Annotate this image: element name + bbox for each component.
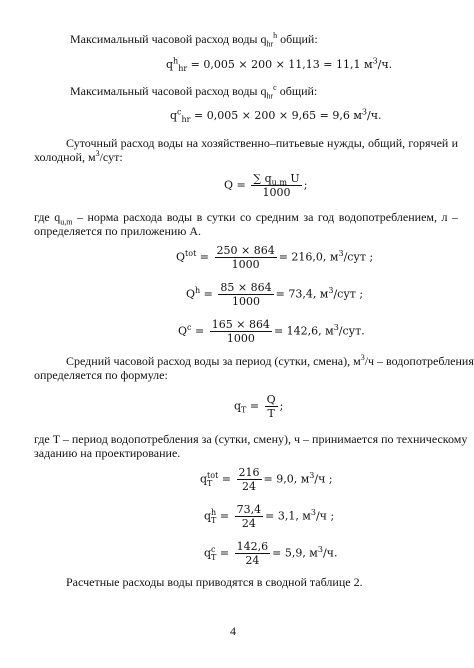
paragraph-daily-flow-line1: Суточный расход воды на хозяйственно–питьевые нужды, общий, горячей и <box>66 136 458 150</box>
paragraph-norm-line1: где $q_{u,m}$ – норма расхода воды в сутки со средним за год водопотреблением, л – <box>34 210 458 227</box>
paragraph-average-line1: Средний часовой расход воды за период (сутки, смена), $м^3/ч$ – водопотребления <box>66 353 474 368</box>
text-hourly-general-c: Максимальный часовой расход воды $q_{hr}^c$ общий: <box>70 83 318 101</box>
formula-daily-q: Q = $\frac{\sum q_{u,m} U}{1000}$ ; <box>224 172 308 199</box>
formula-q-tot: $Q^{tot}$ = $\frac{250 \times 864}{1000}$ = 216,0, $м^3$/сут ; <box>176 244 374 271</box>
formula-q-c: $Q^c$ = $\frac{165 \times 864}{1000}$ = 142,6, $м^3$/сут. <box>178 318 365 345</box>
paragraph-norm-line2: определяется по приложению А. <box>34 224 201 238</box>
formula-qt-c: q c T = $\frac{142,6}{24}$ = 5,9, $м^3/ч$. <box>204 540 338 567</box>
fraction: $\frac{85 \times 864}{1000}$ <box>220 281 272 308</box>
fraction: $\frac{216}{24}$ <box>238 466 260 493</box>
fraction: $\frac{250 \times 864}{1000}$ <box>216 244 275 271</box>
formula-q-h: $Q^h$ = $\frac{85 \times 864}{1000}$ = 73,4, $м^3$/сут ; <box>186 281 364 308</box>
paragraph-average-line2: определяется по формуле: <box>34 368 168 382</box>
fraction: $\frac{Q}{T}$ <box>266 393 276 420</box>
fraction: $\frac{165 \times 864}{1000}$ <box>211 318 270 345</box>
paragraph-summary: Расчетные расходы воды приводятся в сводной таблице 2. <box>66 575 363 589</box>
fraction: $\frac{142,6}{24}$ <box>236 540 269 567</box>
fraction: $\frac{\sum q_{u,m} U}{1000}$ <box>253 172 300 199</box>
formula-qt-h: q h T = $\frac{73,4}{24}$ = 3,1, $м^3/ч$ ; <box>204 503 335 530</box>
fraction: $\frac{73,4}{24}$ <box>236 503 262 530</box>
page-number: 4 <box>230 624 236 638</box>
paragraph-daily-flow-line2: холодной, $м^3$/сут: <box>34 149 123 164</box>
formula-qhr-h: $q^h_{hr} = 0,005 \times 200 \times 11,13 = 11,1$ $м^3/ч$. <box>166 56 393 74</box>
text-hourly-general-h: Максимальный часовой расход воды $q_{hr}^h$ общий: <box>70 31 318 49</box>
paragraph-period-line1: где T – период водопотребления за (сутки, смену), ч – принимается по техническому <box>34 432 468 446</box>
formula-q-t: $q_T$ = $\frac{Q}{T}$ ; <box>234 393 284 420</box>
formula-qt-tot: q tot T = $\frac{216}{24}$ = 9,0, $м^3/ч$ ; <box>200 466 333 493</box>
formula-qhr-c: $q^c_{hr} = 0,005 \times 200 \times 9,65 = 9,6$ $м^3/ч$. <box>170 107 382 125</box>
paragraph-period-line2: заданию на проектирование. <box>34 446 181 460</box>
